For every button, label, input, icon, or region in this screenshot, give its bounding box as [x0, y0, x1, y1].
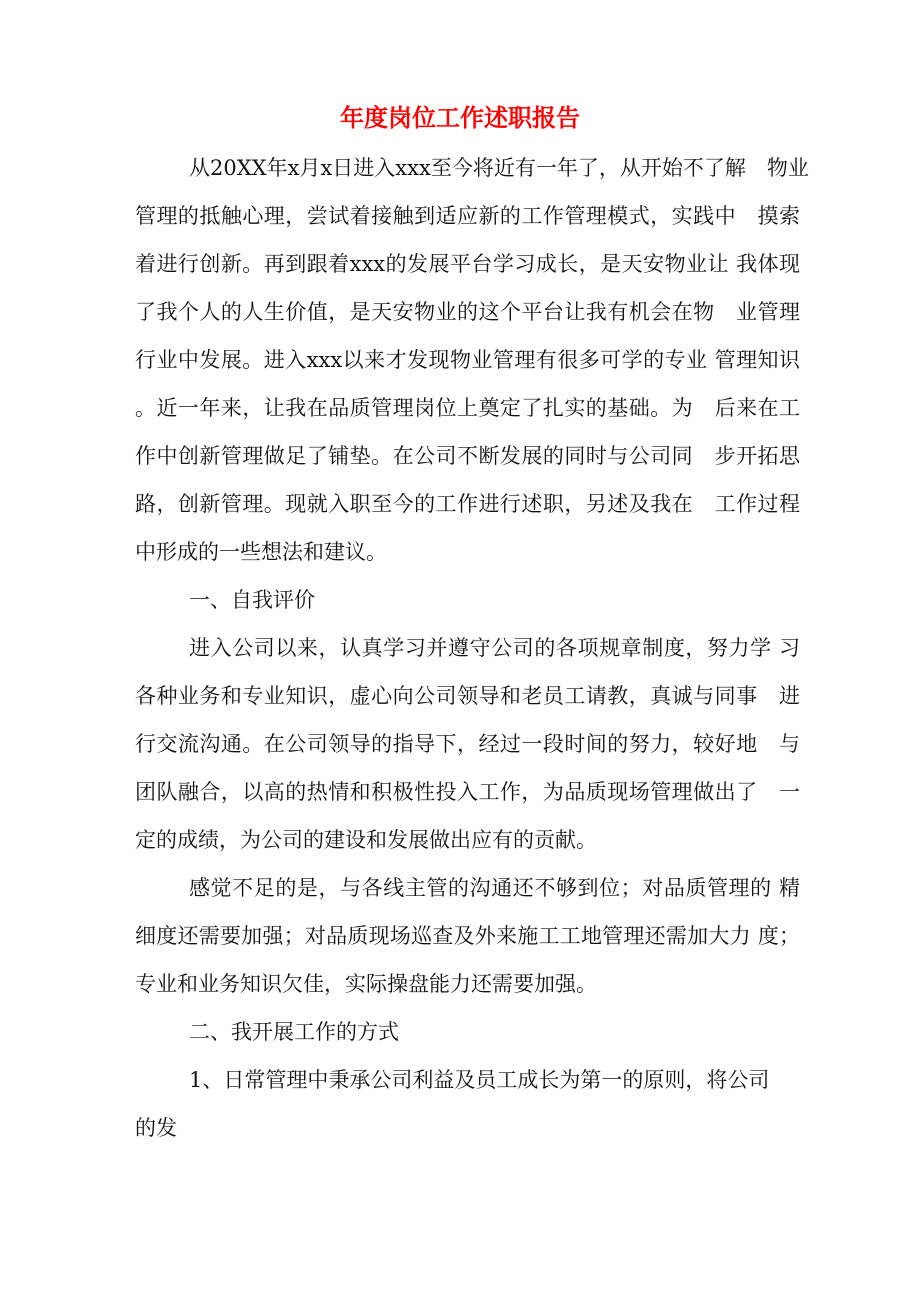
- text-line: 1、日常管理中秉承公司利益及员工成长为第一的原则，将公司: [189, 1068, 770, 1092]
- text-line: 管理的抵触心理，尝试着接触到适应新的工作管理模式，实践中 摸索: [135, 204, 800, 228]
- document-body: [135, 144, 809, 1152]
- text-line: 进入公司以来，认真学习并遵守公司的各项规章制度，努力学 习: [189, 636, 800, 660]
- text-line: 从20XX年x月x日进入xxx至今将近有一年了，从开始不了解 物业: [189, 156, 809, 180]
- text-line: 的发: [135, 1116, 177, 1140]
- section-heading: 一、自我评价: [189, 588, 315, 612]
- text-line: 中形成的一些想法和建议。: [135, 540, 387, 564]
- text-line: 定的成绩，为公司的建设和发展做出应有的贡献。: [135, 828, 597, 852]
- text-line: 了我个人的人生价值，是天安物业的这个平台让我有机会在物 业管理: [135, 300, 800, 324]
- text-line: 着进行创新。再到跟着xxx的发展平台学习成长，是天安物业让 我体现: [135, 252, 800, 276]
- text-line: 行交流沟通。在公司领导的指导下，经过一段时间的努力，较好地 与: [135, 732, 800, 756]
- text-line: 作中创新管理做足了铺垫。在公司不断发展的同时与公司同 步开拓思: [135, 444, 800, 468]
- text-line: 团队融合，以高的热情和积极性投入工作，为品质现场管理做出了 一: [135, 780, 800, 804]
- text-line: 路，创新管理。现就入职至今的工作进行述职，另述及我在 工作过程: [135, 492, 800, 516]
- text-line: 行业中发展。进入xxx以来才发现物业管理有很多可学的专业 管理知识: [135, 348, 800, 372]
- text-line: 。近一年来，让我在品质管理岗位上奠定了扎实的基础。为 后来在工: [135, 396, 800, 420]
- text-line: 专业和业务知识欠佳，实际操盘能力还需要加强。: [135, 972, 597, 996]
- text-line: 感觉不足的是，与各线主管的沟通还不够到位；对品质管理的 精: [189, 876, 800, 900]
- text-line: 细度还需要加强；对品质现场巡查及外来施工工地管理还需加大力 度；: [135, 924, 800, 948]
- section-heading: 二、我开展工作的方式: [189, 1020, 399, 1044]
- text-line: 各种业务和专业知识，虚心向公司领导和老员工请教，真诚与同事 进: [135, 684, 800, 708]
- document-title: 年度岗位工作述职报告: [340, 103, 580, 132]
